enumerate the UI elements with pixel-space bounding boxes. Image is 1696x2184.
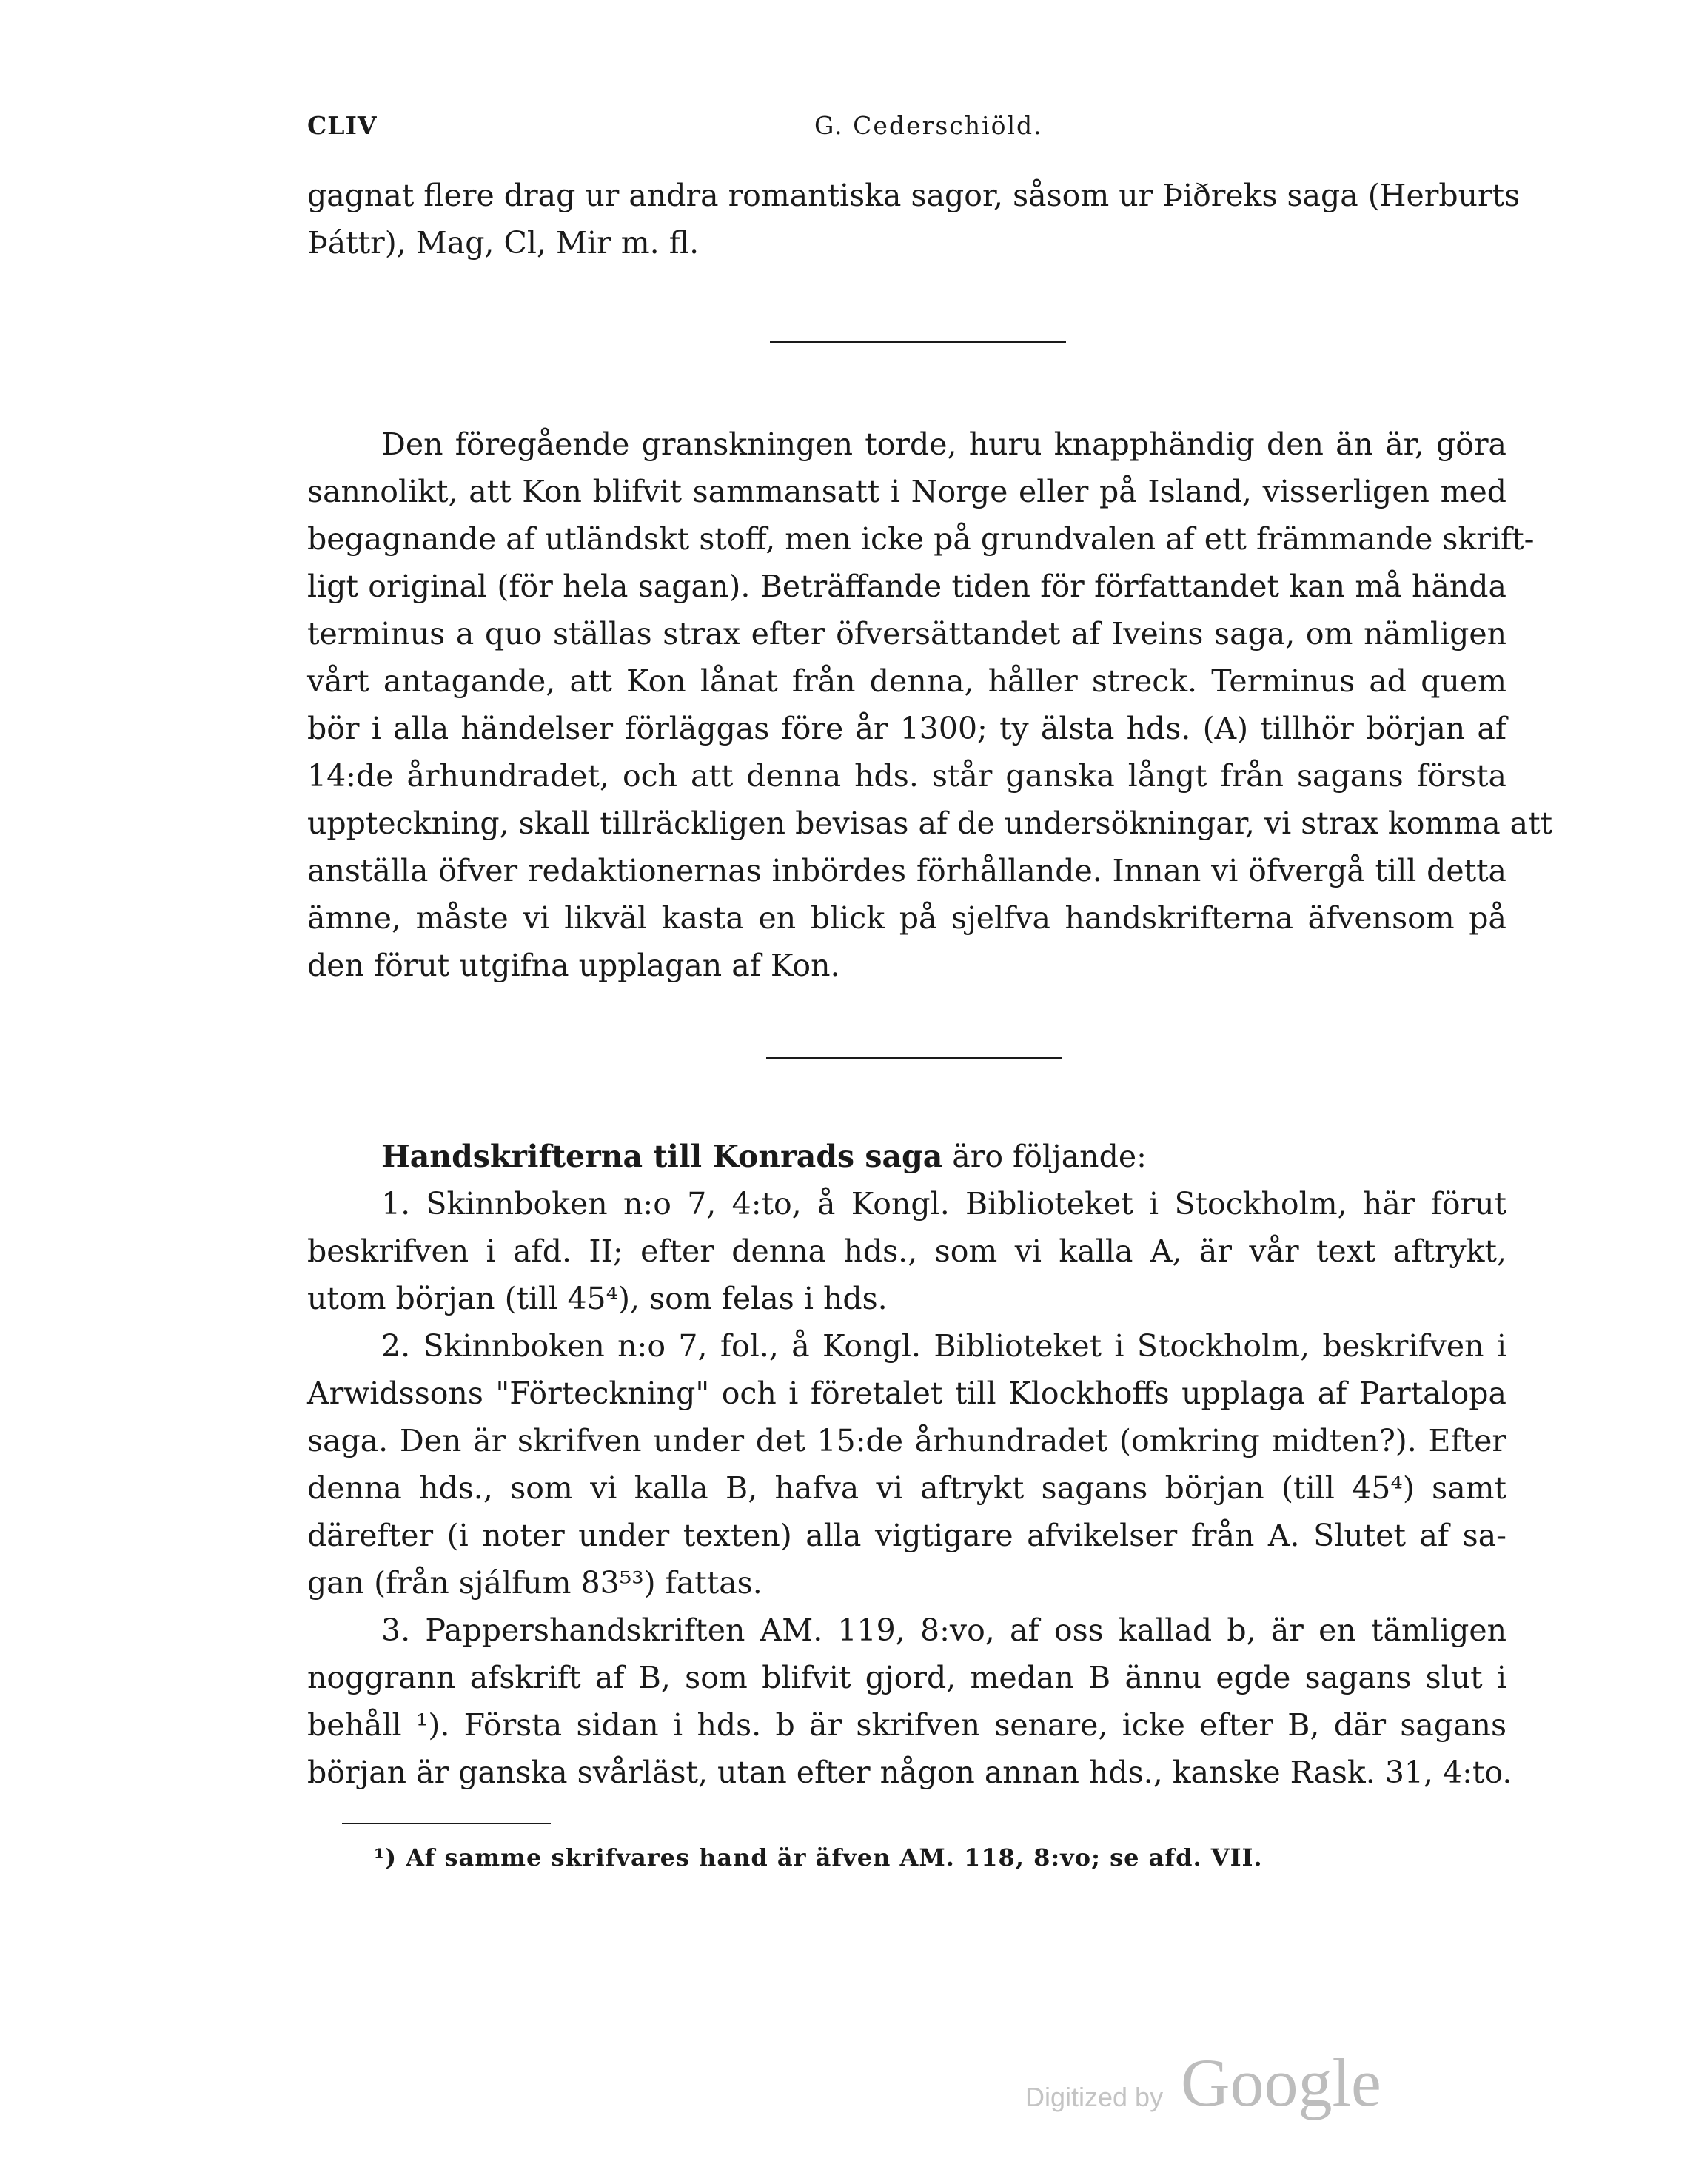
text-line: 14:de århundradet, och att denna hds. står ganska långt från sagans första (307, 758, 1506, 794)
paragraph-continuation (307, 172, 1521, 267)
text-line: vårt antagande, att Kon lånat från denna, håller streck. Terminus ad quem (307, 663, 1506, 699)
section-heading-rest: äro följande: (942, 1139, 1147, 1174)
text-line: utom början (till 45⁴), som felas i hds. (307, 1281, 888, 1316)
text-line: den förut utgifna upplagan af Kon. (307, 948, 840, 983)
text-line: denna hds., som vi kalla B, hafva vi aftrykt sagans början (till 45⁴) samt (307, 1470, 1506, 1506)
text-line: uppteckning, skall tillräckligen bevisas af de undersökningar, vi strax komma att (307, 805, 1553, 841)
running-title: G. Cederschiöld. (814, 111, 1043, 140)
google-logo: Google (1181, 2045, 1381, 2120)
paragraph-dating (307, 421, 1553, 989)
section-divider (766, 1057, 1062, 1059)
text-line: begagnande af utländskt stoff, men icke på grundvalen af ett främmande skrift- (307, 521, 1535, 557)
text-line: Arwidssons "Förteckning" och i företalet till Klockhoffs upplaga af Partalopa (307, 1376, 1506, 1411)
section-heading-bold: Handskrifterna till Konrads saga (381, 1139, 943, 1174)
text-line: sannolikt, att Kon blifvit sammansatt i Norge eller på Island, visserligen med (307, 474, 1506, 509)
text-line: noggrann afskrift af B, som blifvit gjord, medan B ännu egde sagans slut i (307, 1660, 1506, 1695)
page-number: CLIV (307, 111, 378, 140)
text-line: bör i alla händelser förläggas före år 1300; ty älsta hds. (A) tillhör början af (307, 711, 1506, 746)
text-line: ligt original (för hela sagan). Beträffande tiden för författandet kan må hända (307, 569, 1506, 604)
text-line: anställa öfver redaktionernas inbördes förhållande. Innan vi öfvergå till detta (307, 853, 1506, 888)
text-line: ämne, måste vi likväl kasta en blick på sjelfva handskrifterna äfvensom på (307, 900, 1506, 936)
watermark-prefix: Digitized by (1025, 2082, 1164, 2112)
text-line: 1. Skinnboken n:o 7, 4:to, å Kongl. Biblioteket i Stockholm, här förut (381, 1186, 1506, 1222)
text-line: beskrifven i afd. II; efter denna hds., som vi kalla A, är vår text aftrykt, (307, 1233, 1506, 1269)
footnote: ¹) Af samme skrifvares hand är äfven AM. 118, 8:vo; se afd. VII. (374, 1843, 1263, 1872)
digitized-watermark (1025, 2043, 1410, 2125)
section-divider (770, 341, 1066, 343)
text-line: saga. Den är skrifven under det 15:de århundradet (omkring midten?). Efter (307, 1423, 1506, 1458)
section-heading (307, 1133, 1506, 1180)
text-line: Den föregående granskningen torde, huru knapphändig den än är, göra (381, 426, 1506, 462)
text-line: 3. Pappershandskriften AM. 119, 8:vo, af oss kallad b, är en tämligen (381, 1612, 1506, 1648)
text-line: terminus a quo ställas strax efter öfversättandet af Iveins saga, om nämligen (307, 616, 1506, 651)
text-line: behåll ¹). Första sidan i hds. b är skrifven senare, icke efter B, där sagans (307, 1707, 1506, 1743)
text-line: därefter (i noter under texten) alla vigtigare afvikelser från A. Slutet af sa- (307, 1518, 1506, 1553)
footnote-divider (342, 1823, 551, 1824)
manuscripts-section (307, 1133, 1512, 1796)
text-line: Þáttr), Mag, Cl, Mir m. fl. (307, 225, 700, 261)
running-header (307, 111, 1506, 155)
text-line: gagnat flere drag ur andra romantiska sagor, såsom ur Þiðreks saga (Herburts (307, 178, 1521, 213)
text-line: gan (från sjálfum 83⁵³) fattas. (307, 1565, 762, 1601)
text-line: början är ganska svårläst, utan efter någon annan hds., kanske Rask. 31, 4:to. (307, 1755, 1512, 1790)
text-line: 2. Skinnboken n:o 7, fol., å Kongl. Biblioteket i Stockholm, beskrifven i (381, 1328, 1506, 1364)
